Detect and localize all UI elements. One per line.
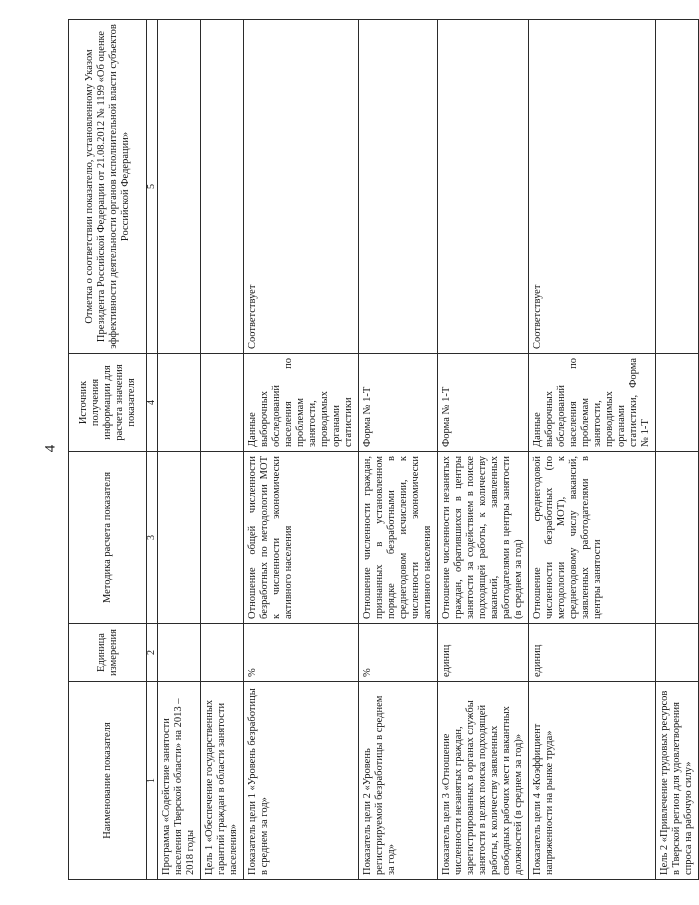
header-name: Наименование показателя	[69, 682, 147, 880]
indicator-method: Отношение среднегодовой численности безработных (по методологии МОТ), к среднегодовому числу вакансий, заявленных работодателями в центры занятости	[529, 452, 656, 624]
table-row	[158, 20, 201, 880]
header-row	[69, 20, 147, 880]
indicator-mark: Соответствует	[244, 20, 359, 354]
column-number: 3	[147, 452, 158, 624]
indicator-unit	[201, 624, 244, 682]
indicator-name: Показатель цели 2 «Уровень регистрируемой безработицы в среднем за год»	[359, 682, 438, 880]
indicator-source: Данные выборочных обследований населения по проблемам занятости, проводимых органами статистики, Форма № 1-Т	[529, 354, 656, 452]
indicator-name: Цель 2 «Привлечение трудовых ресурсов в Тверской регион для удовлетворения спроса на рабочую силу»	[656, 682, 699, 880]
indicator-name: Показатель цели 4 «Коэффициент напряженности на рынке труда»	[529, 682, 656, 880]
indicator-method	[656, 452, 699, 624]
indicator-source: Форма № 1-Т	[359, 354, 438, 452]
indicator-name: Показатель цели 3 «Отношение численности незанятых граждан, зарегистрированных в органах службы занятости в целях поиска подходящей работы, к количеству заявленных свободных рабочих мест и вакантных должностей (в среднем за год)»	[438, 682, 529, 880]
rotated-table-frame	[68, 20, 694, 880]
header-method: Методика расчета показателя	[69, 452, 147, 624]
indicator-unit: единиц	[529, 624, 656, 682]
header-unit: Единица измерения	[69, 624, 147, 682]
indicator-unit	[656, 624, 699, 682]
indicator-name: Показатель цели 1 «Уровень безработицы в среднем за год»	[244, 682, 359, 880]
column-number: 1	[147, 682, 158, 880]
indicator-source	[656, 354, 699, 452]
indicators-table	[68, 19, 699, 880]
indicator-name: Программа «Содействие занятости населения Тверской области» на 2013 – 2018 годы	[158, 682, 201, 880]
indicator-mark	[656, 20, 699, 354]
column-number-row	[147, 20, 158, 880]
indicator-mark	[359, 20, 438, 354]
indicator-source: Данные выборочных обследований населения по проблемам занятости, проводимых органами статистики	[244, 354, 359, 452]
indicator-mark: Соответствует	[529, 20, 656, 354]
indicator-method: Отношение общей численности безработных по методологии МОТ к численности экономически активного населения	[244, 452, 359, 624]
indicator-unit: единиц	[438, 624, 529, 682]
column-number: 5	[147, 20, 158, 354]
header-source: Источник получения информации для расчета значения показателя	[69, 354, 147, 452]
indicator-method	[158, 452, 201, 624]
indicator-name: Цель 1 «Обеспечение государственных гарантий граждан в области занятости населения»	[201, 682, 244, 880]
page-number: 4	[42, 444, 59, 453]
indicator-method: Отношение численности граждан, признанных в установленном порядке безработными в среднегодовом исчислении, к численности экономически активного населения	[359, 452, 438, 624]
column-number: 2	[147, 624, 158, 682]
table-row	[529, 20, 656, 880]
table-row	[244, 20, 359, 880]
indicator-source	[201, 354, 244, 452]
indicator-unit	[158, 624, 201, 682]
table-row	[359, 20, 438, 880]
indicator-mark	[158, 20, 201, 354]
table-row	[438, 20, 529, 880]
indicator-unit: %	[359, 624, 438, 682]
indicator-method	[201, 452, 244, 624]
indicator-source	[158, 354, 201, 452]
indicator-source: Форма № 1-Т	[438, 354, 529, 452]
indicator-unit: %	[244, 624, 359, 682]
table-row	[201, 20, 244, 880]
column-number: 4	[147, 354, 158, 452]
indicator-mark	[438, 20, 529, 354]
indicator-mark	[201, 20, 244, 354]
table-row	[656, 20, 699, 880]
indicator-method: Отношение численности незанятых граждан, обратившихся в центры занятости за содействием в поиске подходящей работы, к количеству вакансий, заявленных работодателями в центры занятости (в среднем за год)	[438, 452, 529, 624]
header-mark: Отметка о соответствии показателю, установленному Указом Президента Российской Федерации от 21.08.2012 № 1199 «Об оценке эффективности деятельности органов исполнительной власти субъектов Российской Федерации»	[69, 20, 147, 354]
